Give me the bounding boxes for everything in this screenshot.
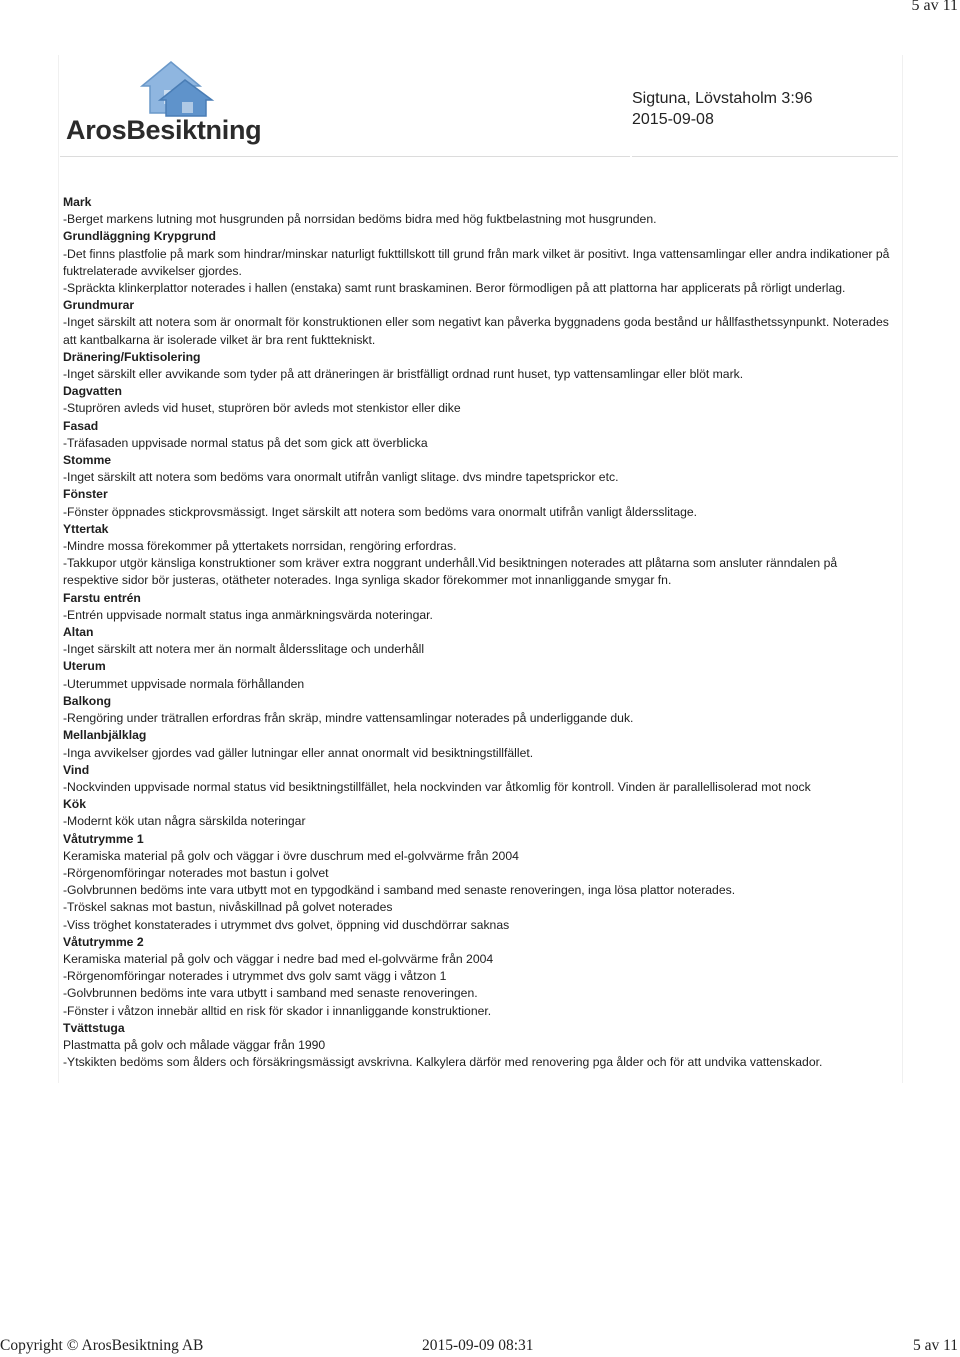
section-line: -Entrén uppvisade normalt status inga anmärkningsvärda noteringar. — [63, 607, 433, 622]
section-line: -Nockvinden uppvisade normal status vid besiktningstillfället, hela nockvinden var åtkomlig för kontroll. Vinden är parallellisolerad mot nock — [63, 779, 811, 794]
section-heading: Dagvatten — [63, 384, 122, 399]
footer-timestamp: 2015-09-09 08:31 — [422, 1337, 534, 1354]
report-section — [63, 486, 893, 520]
section-line: -Mindre mossa förekommer på yttertakets norrsidan, rengöring erfordras. — [63, 539, 457, 554]
section-line: -Spräckta klinkerplattor noterades i hallen (enstaka) samt runt braskaminen. Beror förmodligen på att plattorna har applicerats på rörligt underlag. — [63, 281, 846, 296]
page-footer — [0, 1337, 960, 1357]
report-section — [63, 297, 893, 349]
section-heading: Tvättstuga — [63, 1020, 125, 1035]
section-heading: Stomme — [63, 453, 112, 468]
section-heading: Grundmurar — [63, 298, 135, 313]
section-line: -Rörgenomföringar noterades i utrymmet dvs golv samt vägg i våtzon 1 — [63, 969, 447, 984]
section-line: -Rörgenomföringar noterades mot bastun i golvet — [63, 865, 329, 880]
section-heading: Uterum — [63, 659, 106, 674]
report-section — [63, 418, 893, 452]
report-section — [63, 349, 893, 383]
report-section — [63, 762, 893, 796]
inspection-date: 2015-09-08 — [632, 111, 714, 128]
report-section — [63, 624, 893, 658]
header-divider-right — [632, 156, 898, 157]
section-heading: Mellanbjälklag — [63, 728, 147, 743]
header-info — [632, 88, 813, 130]
page-number-top: 5 av 11 — [911, 0, 958, 14]
section-line: -Träfasaden uppvisade normal status på det som gick att överblicka — [63, 435, 428, 450]
section-line: -Viss tröghet konstaterades i utrymmet dvs golvet, öppning vid duschdörrar saknas — [63, 917, 510, 932]
section-heading: Vind — [63, 762, 90, 777]
section-heading: Mark — [63, 195, 92, 209]
report-section — [63, 228, 893, 297]
section-heading: Yttertak — [63, 521, 109, 536]
footer-copyright: Copyright © ArosBesiktning AB — [0, 1337, 204, 1354]
report-section — [63, 590, 893, 624]
section-heading: Grundläggning Krypgrund — [63, 229, 217, 244]
section-heading: Fasad — [63, 418, 99, 433]
report-section — [63, 658, 893, 692]
logo-text: ArosBesiktning — [66, 115, 262, 145]
section-heading: Balkong — [63, 693, 112, 708]
section-heading: Kök — [63, 797, 87, 812]
section-heading: Dränering/Fuktisolering — [63, 349, 201, 364]
header-divider-left — [60, 156, 630, 157]
report-section — [63, 831, 893, 934]
section-heading: Altan — [63, 625, 94, 640]
section-line: -Inga avvikelser gjordes vad gäller lutningar eller annat onormalt vid besiktningstillfället. — [63, 745, 534, 760]
report-section — [63, 727, 893, 761]
section-line: -Inget särskilt att notera som är onormalt för konstruktionen eller som negativt kan påverka byggnadens goda bestånd ur hållfasthetssynpunkt. Noterades att kantbalkarna är isolerade vilket är bra rent fukttekniskt. — [63, 315, 889, 347]
report-section — [63, 934, 893, 1020]
report-section — [63, 383, 893, 417]
report-section — [63, 452, 893, 486]
section-line: -Uterummet uppvisade normala förhållanden — [63, 676, 305, 691]
section-line: -Tröskel saknas mot bastun, nivåskillnad på golvet noterades — [63, 900, 393, 915]
section-line: -Golvbrunnen bedöms inte vara utbytt i samband med senaste renoveringen. — [63, 986, 478, 1001]
report-content — [63, 194, 893, 1071]
property-address: Sigtuna, Lövstaholm 3:96 — [632, 90, 813, 107]
section-line: -Inget särskilt att notera mer än normalt åldersslitage och underhåll — [63, 642, 425, 657]
section-line: -Ytskikten bedöms som ålders och försäkringsmässigt avskrivna. Kalkylera därför med renovering pga ålder och för att undvika vattenskador. — [63, 1055, 823, 1070]
section-line: -Berget markens lutning mot husgrunden på norrsidan bedöms bidra med hög fuktbelastning mot husgrunden. — [63, 212, 657, 227]
section-heading: Farstu entrén — [63, 590, 141, 605]
section-heading: Fönster — [63, 487, 108, 502]
section-line: -Inget särskilt eller avvikande som tyder på att dräneringen är bristfälligt ordnad runt huset, typ vattensamlingar eller blöt mark. — [63, 367, 744, 382]
section-line: -Stuprören avleds vid huset, stuprören bör avleds mot stenkistor eller dike — [63, 401, 461, 416]
report-section — [63, 796, 893, 830]
section-heading: Våtutrymme 1 — [63, 831, 144, 846]
section-line: -Det finns plastfolie på mark som hindrar/minskar naturligt fukttillskott till grund från mark vilket är positivt. Inga vattensamlingar eller andra indikationer på fuktrelaterade avvikelser gjordes. — [63, 246, 890, 278]
section-line: -Rengöring under trätrallen erfordras från skräp, mindre vattensamlingar noterades på underliggande duk. — [63, 711, 634, 726]
section-heading: Våtutrymme 2 — [63, 934, 144, 949]
report-section — [63, 194, 893, 228]
section-line: -Inget särskilt att notera som bedöms vara onormalt utifrån vanligt slitage. dvs mindre tapetsprickor etc. — [63, 470, 619, 485]
section-line: -Fönster i våtzon innebär alltid en risk för skador i innanliggande konstruktioner. — [63, 1003, 492, 1018]
report-section — [63, 1020, 893, 1072]
section-line: Plastmatta på golv och målade väggar från 1990 — [63, 1037, 326, 1052]
section-line: -Fönster öppnades stickprovsmässigt. Inget särskilt att notera som bedöms vara onormalt utifrån vanligt åldersslitage. — [63, 504, 698, 519]
section-line: Keramiska material på golv och väggar i övre duschrum med el-golvvärme från 2004 — [63, 848, 519, 863]
footer-page-number: 5 av 11 — [912, 1337, 958, 1354]
section-line: Keramiska material på golv och väggar i nedre bad med el-golvvärme från 2004 — [63, 951, 494, 966]
section-line: -Takkupor utgör känsliga konstruktioner som kräver extra noggrant underhåll.Vid besiktningen noterades att plåtarna som ansluter ränndalen på respektive sidor bör justeras, otätheter noterades. Inga synliga skador förekommer mot innanliggande smygar fn. — [63, 556, 838, 588]
section-line: -Golvbrunnen bedöms inte vara utbytt mot en typgodkänd i samband med senaste renoveringen, inga lösa plattor noterades. — [63, 883, 736, 898]
report-section — [63, 693, 893, 727]
section-line: -Modernt kök utan några särskilda noteringar — [63, 814, 306, 829]
report-section — [63, 521, 893, 590]
